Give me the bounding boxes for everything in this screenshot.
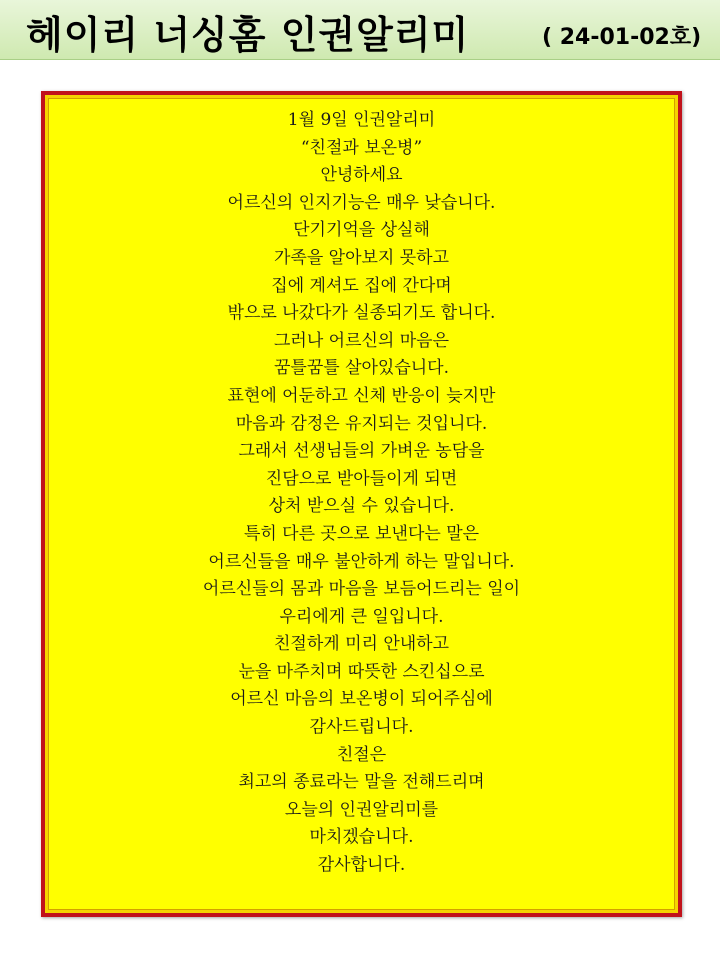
notice-line: 가족을 알아보지 못하고 [273,247,450,268]
page-title: 헤이리 너싱홈 인권알리미 [26,13,470,57]
notice-date-line: 1월 9일 인권알리미 [287,110,436,130]
notice-line: 상처 받으실 수 있습니다. [268,496,455,517]
notice-line: 감사드립니다. [309,717,414,738]
notice-line: 특히 다른 곳으로 보낸다는 말은 [243,523,480,544]
notice-line: 어르신 마음의 보온병이 되어주심에 [230,689,493,710]
notice-line: 그래서 선생님들의 가벼운 농담을 [238,441,485,462]
notice-line: 우리에게 큰 일입니다. [279,606,444,627]
notice-line: 어르신의 인지기능은 매우 낮습니다. [227,192,496,213]
notice-line: 진담으로 받아들이게 되면 [265,468,458,489]
header-bar [0,0,720,60]
notice-line: 최고의 종료라는 말을 전해드리며 [238,772,485,793]
notice-subtitle: “친절과 보온병” [300,137,423,158]
notice-line: 마치겠습니다. [309,827,414,848]
notice-panel [48,98,675,910]
notice-line: 안녕하세요 [320,165,403,186]
notice-line: 그러나 어르신의 마음은 [273,330,450,351]
notice-line: 마음과 감정은 유지되는 것입니다. [235,413,488,434]
notice-line: 표현에 어둔하고 신체 반응이 늦지만 [227,385,496,406]
notice-line: 어르신들의 몸과 마음을 보듬어드리는 일이 [202,579,521,600]
notice-line: 단기기억을 상실해 [293,220,430,241]
notice-frame [41,91,682,917]
issue-number: ( 24-01-02호) [542,25,702,50]
notice-line: 친절하게 미리 안내하고 [273,634,450,655]
notice-frame-border [45,95,678,913]
notice-line: 어르신들을 매우 불안하게 하는 말입니다. [208,551,515,572]
notice-line: 친절은 [336,744,387,765]
notice-line: 눈을 마주치며 따뜻한 스킨십으로 [238,661,485,682]
notice-line: 오늘의 인권알리미를 [284,799,439,820]
notice-line: 꿈틀꿈틀 살아있습니다. [273,358,450,379]
notice-line: 집에 계셔도 집에 간다며 [271,275,452,296]
notice-closing: 감사합니다. [317,855,406,876]
notice-line: 밖으로 나갔다가 실종되기도 합니다. [227,303,496,324]
